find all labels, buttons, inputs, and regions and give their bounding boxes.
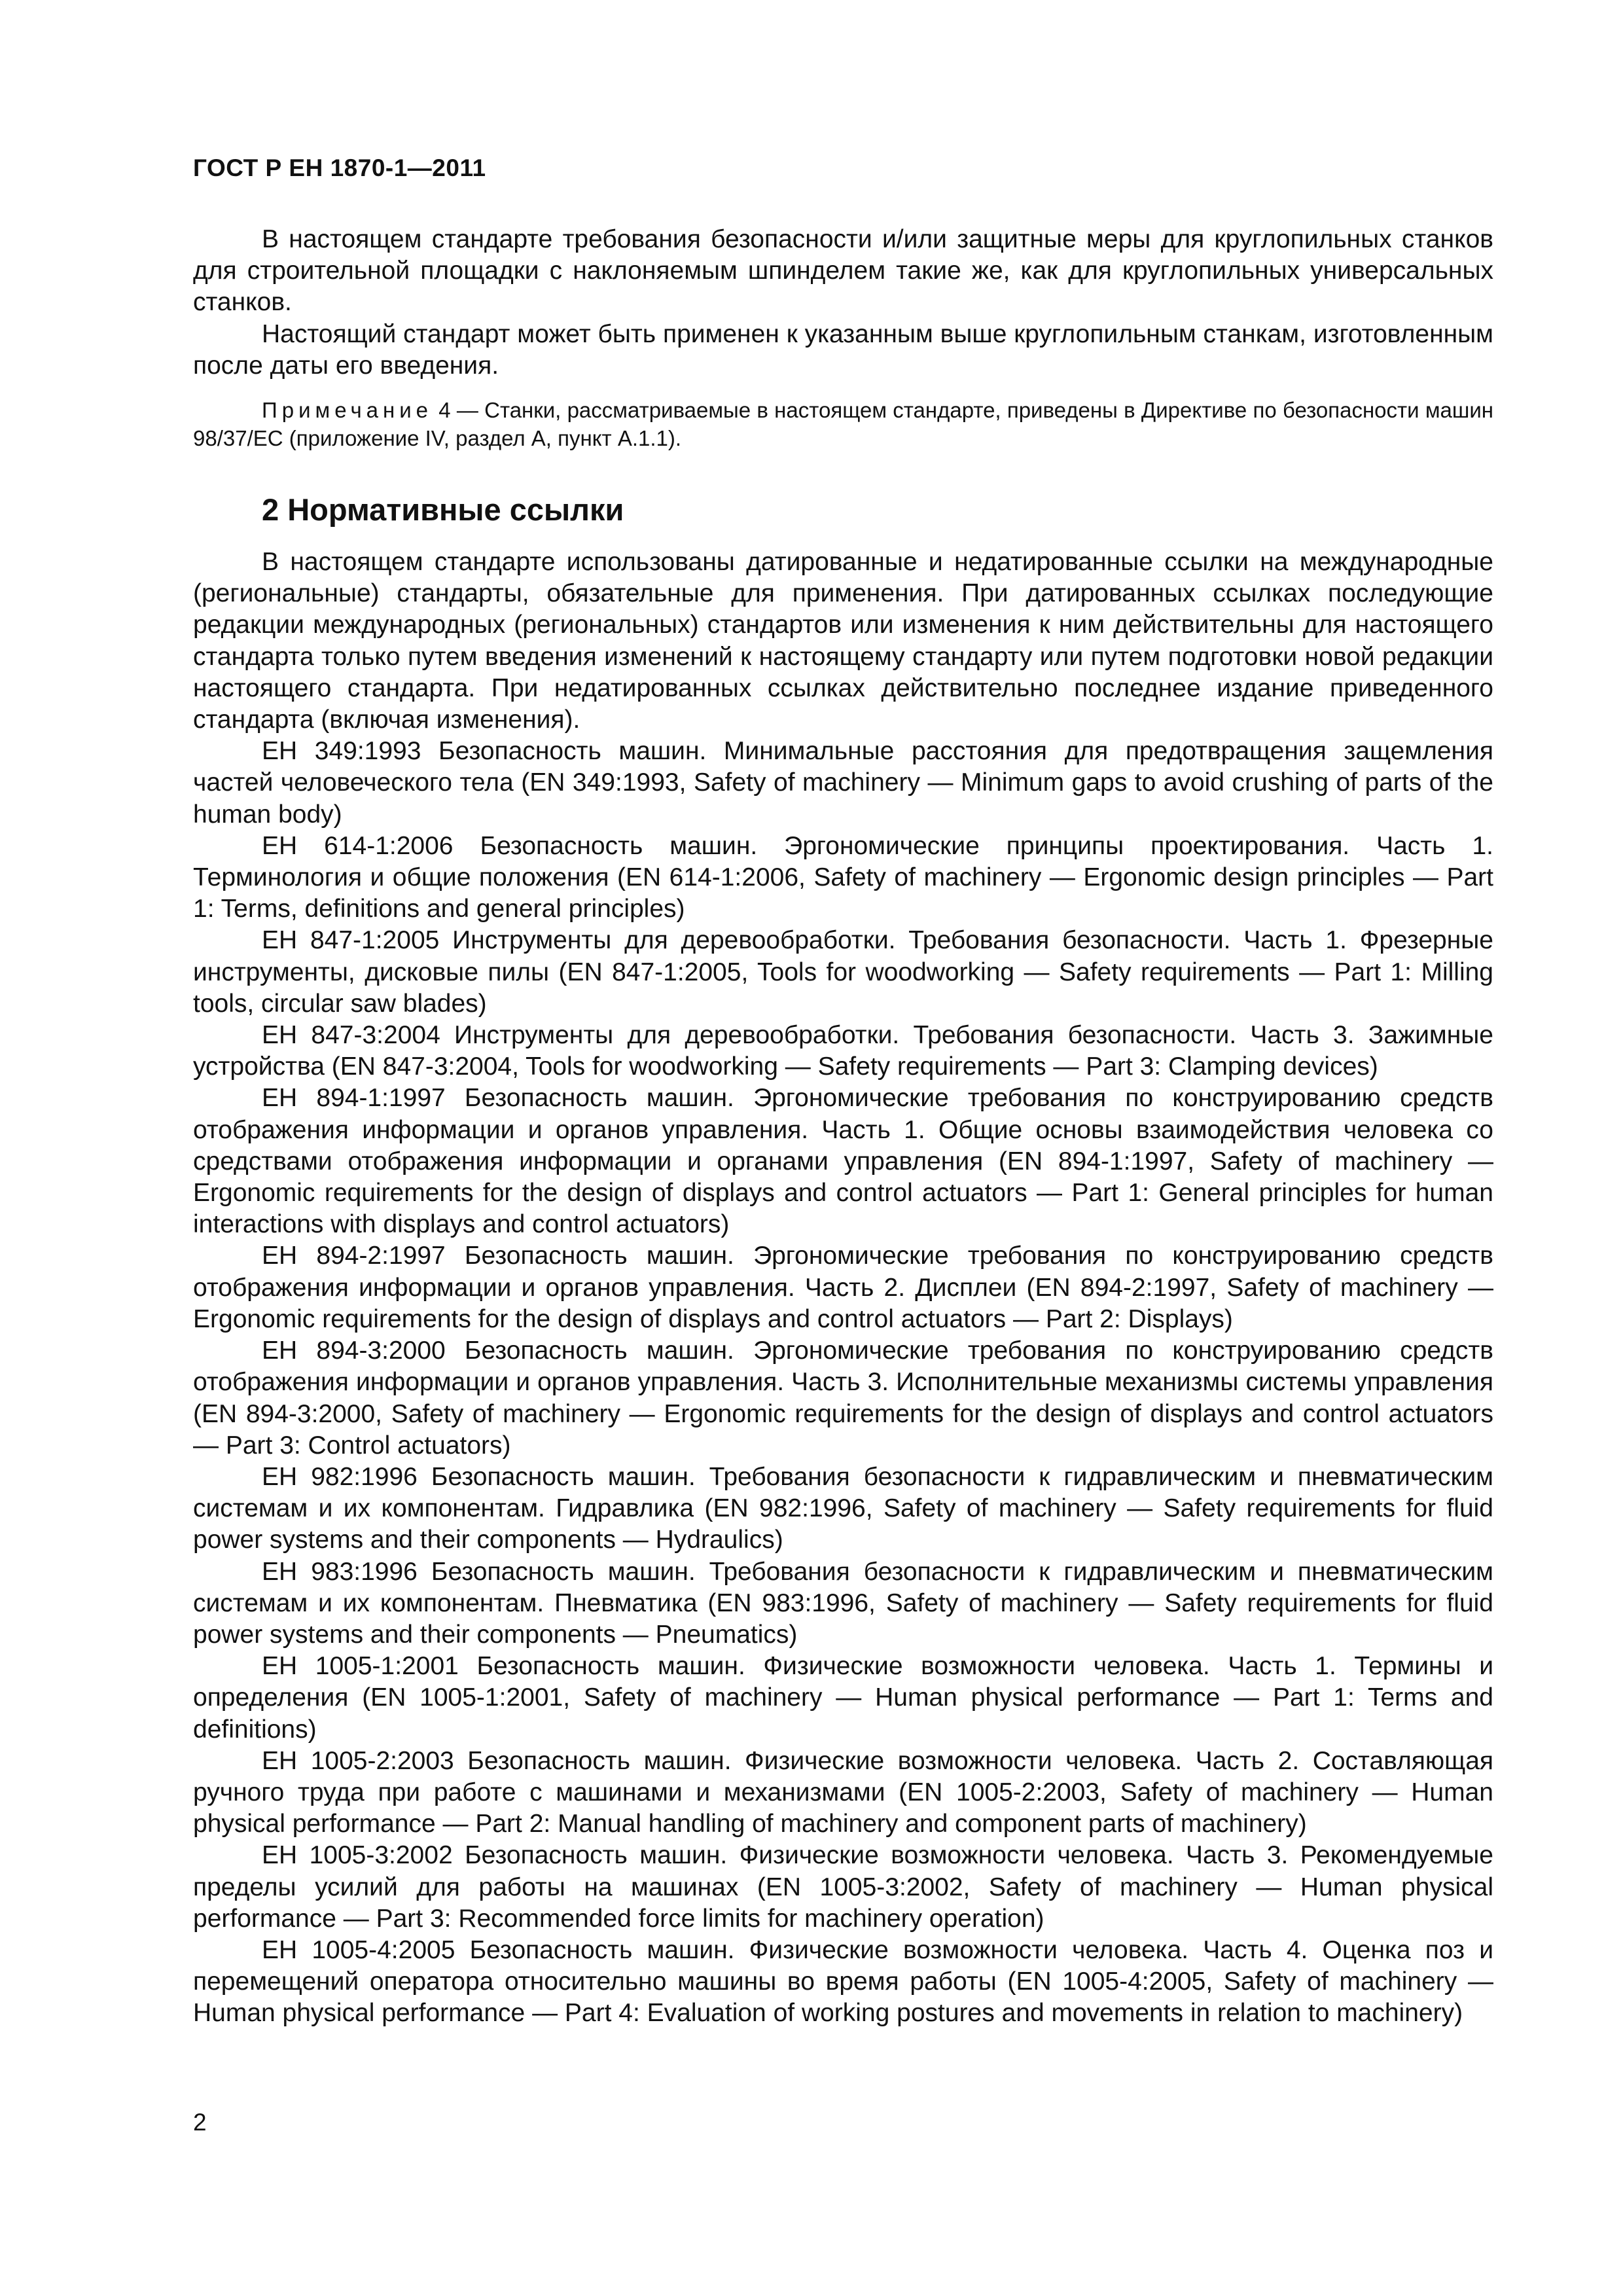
reference-item xyxy=(193,831,1493,925)
page-content xyxy=(193,224,1493,2030)
reference-code: ЕН 847-1:2005 xyxy=(262,926,440,955)
reference-item xyxy=(193,1840,1493,1935)
reference-item xyxy=(193,736,1493,831)
reference-text: Инструменты для деревообработки. Требования безопасности. Часть 1. Фрезерные инструменты, дисковые пилы (EN 847-1:2005, Tools for woodworking — Safety requirements — Part 1: Milling tools, circular saw blades) xyxy=(193,926,1493,1018)
reference-code: ЕН 1005-2:2003 xyxy=(262,1746,454,1775)
note-paragraph xyxy=(193,396,1493,452)
reference-text: Безопасность машин. Физические возможности человека. Часть 3. Рекомендуемые пределы усилий для работы на машинах (EN 1005-3:2002, Safety of machinery — Human physical performance — Part 3: Recommended force limits for machinery operation) xyxy=(193,1841,1493,1933)
reference-code: ЕН 349:1993 xyxy=(262,737,421,766)
reference-text: Безопасность машин. Минимальные расстояния для предотвращения защемления частей человеческого тела (EN 349:1993, Safety of machinery — Minimum gaps to avoid crushing of parts of the human body) xyxy=(193,737,1493,829)
reference-text: Инструменты для деревообработки. Требования безопасности. Часть 3. Зажимные устройства (EN 847-3:2004, Tools for woodworking — Safety requirements — Part 3: Clamping devices) xyxy=(193,1021,1493,1081)
reference-text: Безопасность машин. Физические возможности человека. Часть 1. Термины и определения (EN 1005-1:2001, Safety of machinery — Human physical performance — Part 1: Terms and definitions) xyxy=(193,1652,1494,1744)
reference-text: Безопасность машин. Эргономические принципы проектирования. Часть 1. Терминология и общие положения (EN 614-1:2006, Safety of machinery — Ergonomic design principles — Part 1: Terms, definitions and general principles) xyxy=(193,831,1493,924)
reference-text: Безопасность машин. Эргономические требования по конструированию средств отображения информации и органов управления. Часть 3. Исполнительные механизмы системы управления (EN 894-3:2000, Safety of machinery — Ergonomic requirements for the design of displays and control actuators — Part 3: Control actuators) xyxy=(193,1336,1493,1460)
note-label: Примечание xyxy=(262,398,433,423)
reference-text: Безопасность машин. Эргономические требования по конструированию средств отображения информации и органов управления. Часть 1. Общие основы взаимодействия человека со средствами отображения информации и органами управления (EN 894-1:1997, Safety of machinery — Ergonomic requirements for the design of displays and control actuators — Part 1: General principles for human interactions with displays and control actuators) xyxy=(193,1084,1493,1239)
reference-code: ЕН 894-1:1997 xyxy=(262,1084,446,1113)
reference-item xyxy=(193,1462,1493,1556)
reference-code: ЕН 1005-3:2002 xyxy=(262,1841,453,1870)
reference-code: ЕН 614-1:2006 xyxy=(262,831,454,860)
reference-code: ЕН 847-3:2004 xyxy=(262,1021,440,1050)
reference-item xyxy=(193,1083,1493,1240)
note-text: 4 — Станки, рассматриваемые в настоящем стандарте, приведены в Директиве по безопасности машин 98/37/ЕС (приложение IV, раздел А, пункт А.1.1). xyxy=(193,398,1493,451)
reference-text: Безопасность машин. Физические возможности человека. Часть 2. Составляющая ручного труда при работе с машинами и механизмами (EN 1005-2:2003, Safety of machinery — Human physical performance — Part 2: Manual handling of machinery and component parts of machinery) xyxy=(193,1746,1494,1839)
reference-code: ЕН 894-2:1997 xyxy=(262,1242,446,1270)
intro-paragraph: В настоящем стандарте требования безопасности и/или защитные меры для круглопильных станков для строительной площадки с наклоняемым шпинделем такие же, как для круглопильных универсальных станков. xyxy=(193,225,1493,317)
reference-item xyxy=(193,1651,1493,1746)
section-title: 2 Нормативные ссылки xyxy=(262,492,624,528)
reference-code: ЕН 1005-1:2001 xyxy=(262,1652,459,1681)
reference-item xyxy=(193,1746,1493,1840)
reference-code: ЕН 894-3:2000 xyxy=(262,1336,446,1365)
page-number: 2 xyxy=(193,2109,207,2136)
reference-code: ЕН 983:1996 xyxy=(262,1557,418,1586)
reference-item xyxy=(193,1556,1493,1651)
reference-item xyxy=(193,925,1493,1020)
reference-item xyxy=(193,1935,1493,2030)
intro-paragraph: Настоящий стандарт может быть применен к указанным выше круглопильным станкам, изготовленным после даты его введения. xyxy=(193,319,1493,380)
reference-text: Безопасность машин. Требования безопасности к гидравлическим и пневматическим системам и их компонентам. Пневматика (EN 983:1996, Safety of machinery — Safety requirements for fluid power systems and their components — Pneumatics) xyxy=(193,1557,1493,1649)
document-header: ГОСТ Р ЕН 1870-1—2011 xyxy=(193,154,486,181)
reference-item xyxy=(193,1335,1493,1462)
section-intro-paragraph: В настоящем стандарте использованы датированные и недатированные ссылки на международные (региональные) стандарты, обязательные для применения. При датированных ссылках последующие редакции международных (региональных) стандартов или изменения к ним действительны для настоящего стандарта только путем введения изменений к настоящему стандарту или путем подготовки новой редакции настоящего стандарта. При недатированных ссылках действительно последнее издание приведенного стандарта (включая изменения). xyxy=(193,548,1493,734)
reference-code: ЕН 1005-4:2005 xyxy=(262,1935,455,1964)
reference-text: Безопасность машин. Физические возможности человека. Часть 4. Оценка поз и перемещений оператора относительно машины во время работы (EN 1005-4:2005, Safety of machinery — Human physical performance — Part 4: Evaluation of working postures and movements in relation to machinery) xyxy=(193,1935,1493,2028)
reference-text: Безопасность машин. Требования безопасности к гидравлическим и пневматическим системам и их компонентам. Гидравлика (EN 982:1996, Safety of machinery — Safety requirements for fluid power systems and their components — Hydraulics) xyxy=(193,1462,1493,1554)
reference-item xyxy=(193,1020,1493,1083)
reference-item xyxy=(193,1240,1493,1335)
reference-text: Безопасность машин. Эргономические требования по конструированию средств отображения информации и органов управления. Часть 2. Дисплеи (EN 894-2:1997, Safety of machinery — Ergonomic requirements for the design of displays and control actuators — Part 2: Displays) xyxy=(193,1242,1493,1333)
reference-code: ЕН 982:1996 xyxy=(262,1462,418,1491)
